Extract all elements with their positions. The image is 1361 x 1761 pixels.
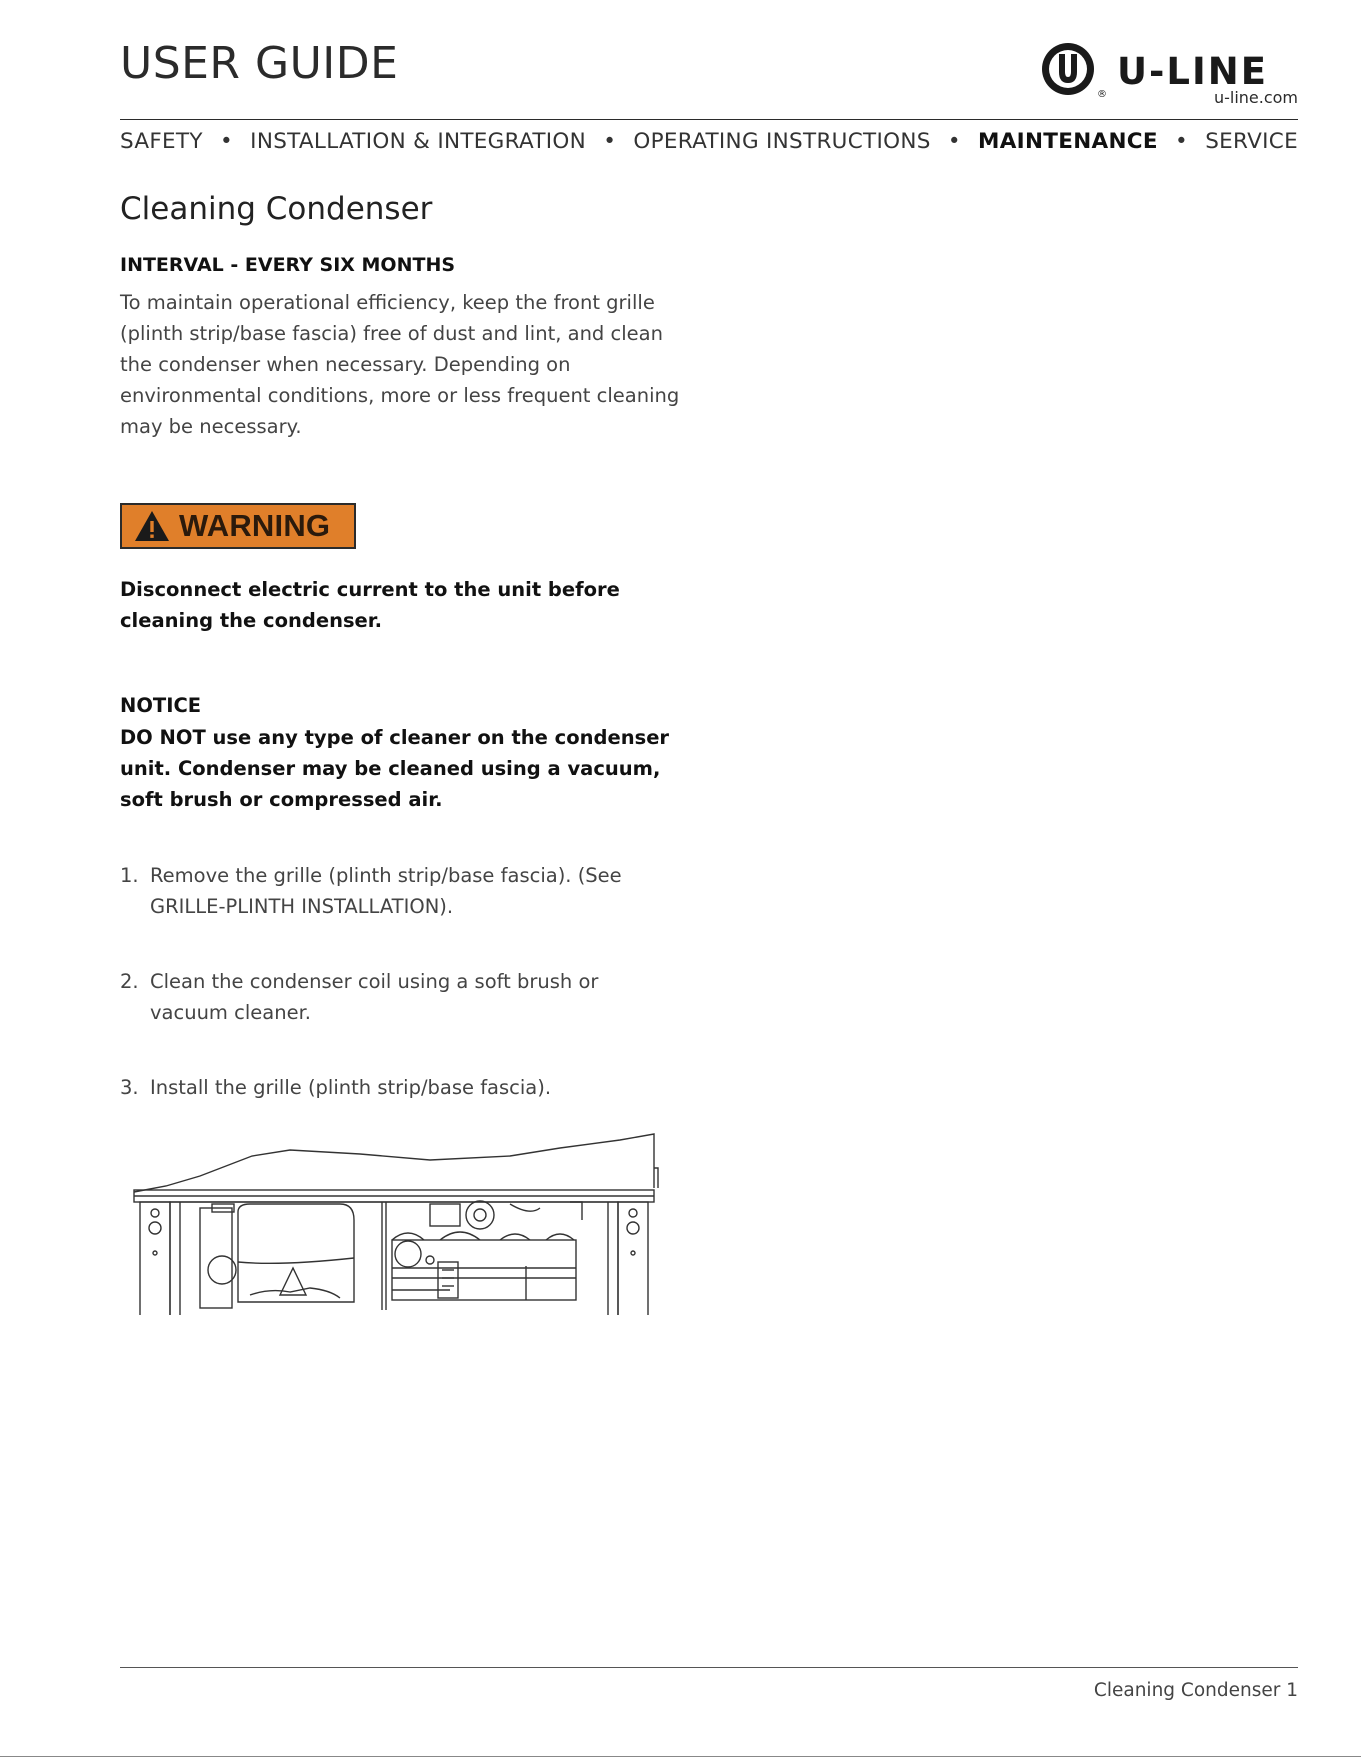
- page-edge: [0, 1756, 1361, 1757]
- notice-message: DO NOT use any type of cleaner on the condenser unit. Condenser may be cleaned using a vacuum, soft brush or compressed air.: [120, 726, 670, 811]
- nav-item-installation[interactable]: INSTALLATION & INTEGRATION: [250, 129, 587, 154]
- notice-heading: NOTICE: [120, 694, 202, 717]
- warning-text-label: WARNING: [179, 508, 331, 543]
- nav-separator: •: [947, 129, 961, 154]
- warning-message: Disconnect electric current to the unit before cleaning the condenser.: [120, 578, 620, 632]
- condenser-illustration: [130, 1130, 660, 1315]
- step-text: Clean the condenser coil using a soft brush or vacuum cleaner.: [150, 970, 599, 1024]
- warning-label: [120, 503, 356, 549]
- svg-text:U-LINE: U-LINE: [1117, 50, 1268, 93]
- page-title: USER GUIDE: [120, 38, 399, 89]
- footer-page-label: Cleaning Condenser 1: [1093, 1680, 1298, 1701]
- step-text: Install the grille (plinth strip/base fascia).: [150, 1076, 552, 1099]
- section-nav: [120, 128, 1298, 156]
- section-heading: Cleaning Condenser: [120, 191, 433, 227]
- nav-item-safety[interactable]: SAFETY: [120, 129, 203, 154]
- nav-separator: •: [603, 129, 617, 154]
- nav-item-service[interactable]: SERVICE: [1205, 129, 1298, 154]
- step-number: 1.: [120, 864, 139, 887]
- list-item: [120, 860, 680, 922]
- header-divider: [120, 119, 1298, 120]
- brand-url: u-line.com: [1213, 88, 1298, 107]
- step-text: Remove the grille (plinth strip/base fascia). (See GRILLE-PLINTH INSTALLATION).: [150, 864, 622, 918]
- step-number: 2.: [120, 970, 139, 993]
- list-item: [120, 966, 680, 1028]
- footer-divider: [120, 1667, 1298, 1668]
- svg-text:®: ®: [1097, 89, 1107, 100]
- nav-separator: •: [219, 129, 233, 154]
- nav-separator: •: [1175, 129, 1189, 154]
- nav-item-maintenance[interactable]: MAINTENANCE: [978, 129, 1158, 154]
- list-item: [120, 1072, 680, 1103]
- interval-heading: INTERVAL - EVERY SIX MONTHS: [120, 254, 456, 276]
- warning-triangle-icon: [134, 510, 170, 542]
- intro-paragraph: To maintain operational efficiency, keep the front grille (plinth strip/base fascia) free of dust and lint, and clean the condenser when necessary. Depending on environmental conditions, more or less frequent cleaning may be necessary.: [120, 291, 680, 438]
- nav-item-operating[interactable]: OPERATING INSTRUCTIONS: [633, 129, 931, 154]
- step-number: 3.: [120, 1076, 139, 1099]
